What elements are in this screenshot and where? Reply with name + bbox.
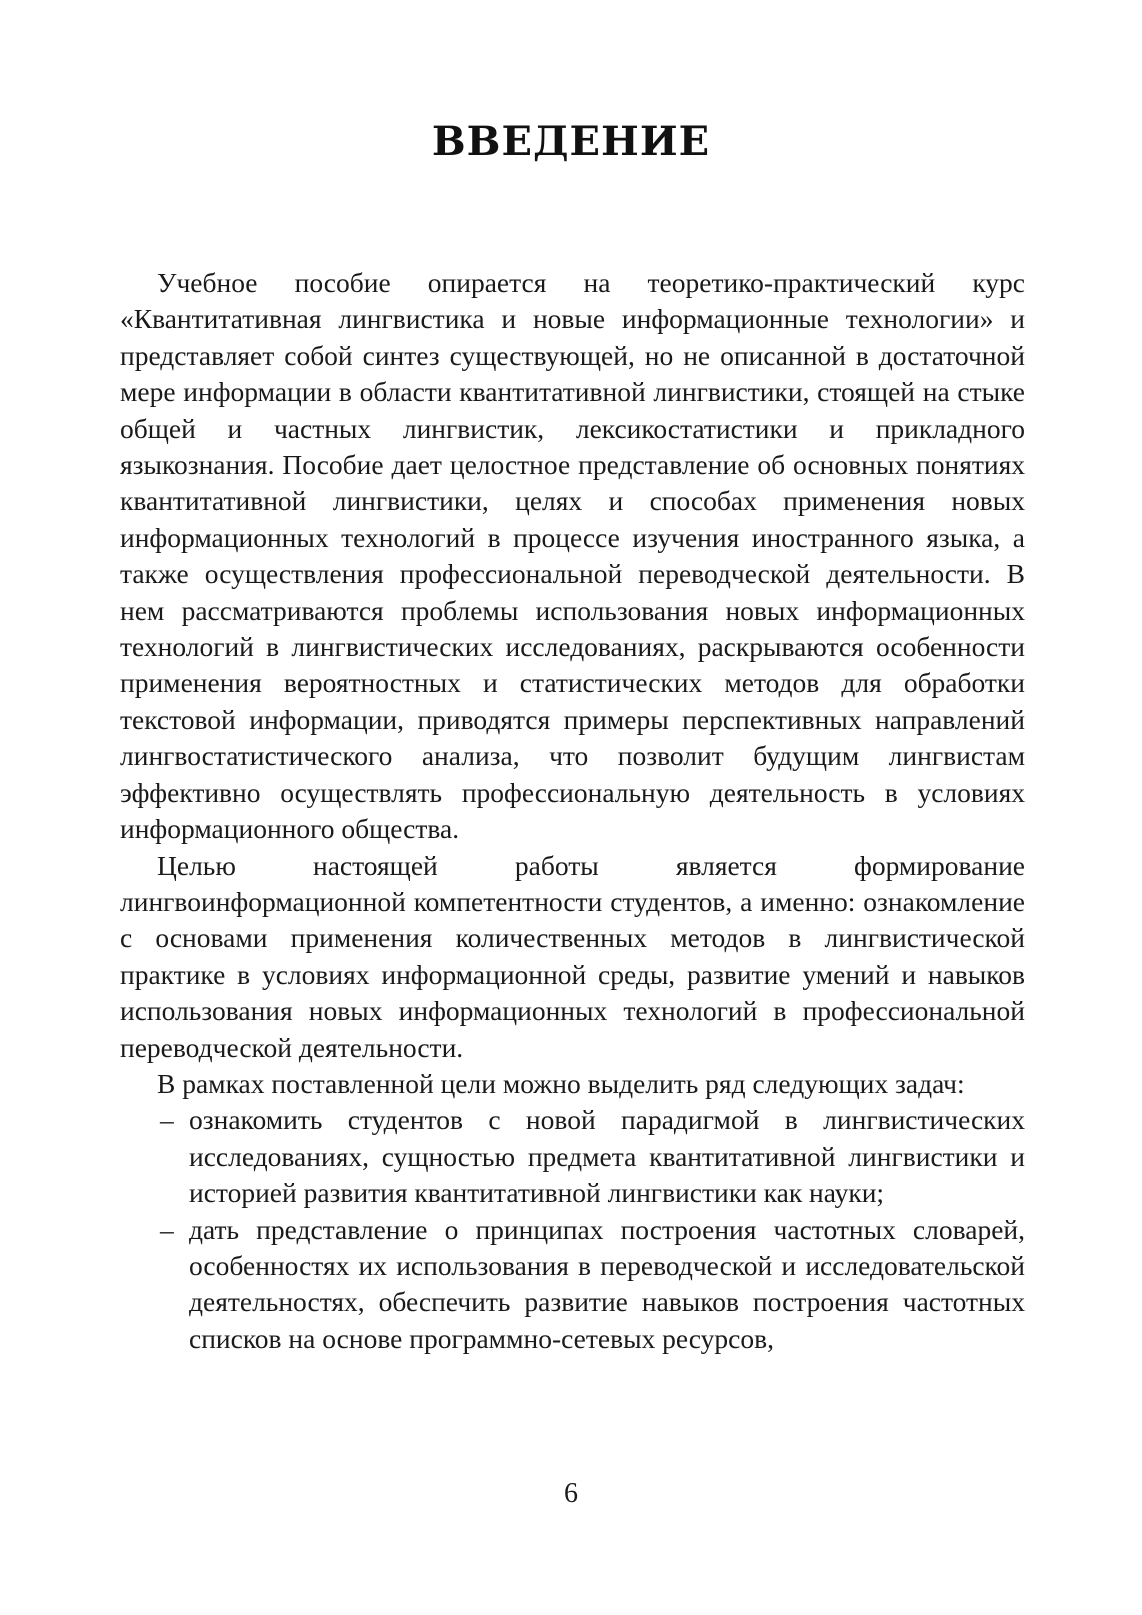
list-item — [120, 1102, 1025, 1211]
list-item-text: дать представление о принципах построения частотных словарей, особенностях их использования в переводческой и исследовательской деятельностях, обеспечить развитие навыков построения частотных списков на основе программно-сетевых ресурсов, — [189, 1213, 1025, 1354]
task-list — [120, 1102, 1025, 1357]
list-item — [120, 1212, 1025, 1358]
paragraph-tasks: В рамках поставленной цели можно выделить ряд следующих задач: — [157, 1067, 965, 1099]
page-number: 6 — [564, 1478, 578, 1509]
page-title: ВВЕДЕНИЕ — [431, 118, 711, 165]
paragraph-goal: Целью настоящей работы является формирование лингвоинформационной компетентности студентов, а именно: ознакомление с основами применения количественных методов в лингвистической практике в условиях информационной среды, развитие умений и навыков использования новых информационных технологий в профессиональной переводческой деятельности. — [120, 849, 1025, 1063]
dash-marker: – — [160, 1104, 174, 1136]
body-text — [120, 265, 1025, 1357]
paragraph-intro: Учебное пособие опирается на теоретико-практический курс «Квантитативная лингвистика и новые информационные технологии» и представляет собой синтез существующей, но не описанной в достаточной мере информации в области квантитативной лингвистики, стоящей на стыке общей и частных лингвистик, лексикостатистики и прикладного языкознания. Пособие дает целостное представление об основных понятиях квантитативной лингвистики, целях и способах применения новых информационных технологий в процессе изучения иностранного языка, а также осуществления профессиональной переводческой деятельности. В нем рассматриваются проблемы использования новых информационных технологий в лингвистических исследованиях, раскрываются особенности применения вероятностных и статистических методов для обработки текстовой информации, приводятся примеры перспективных направлений лингвостатистического анализа, что позволит будущим лингвистам эффективно осуществлять профессиональную деятельность в условиях информационного общества. — [120, 267, 1025, 845]
list-item-text: ознакомить студентов с новой парадигмой в лингвистических исследованиях, сущностью предмета квантитативной лингвистики и историей развития квантитативной лингвистики как науки; — [189, 1104, 1025, 1209]
dash-marker: – — [160, 1213, 174, 1245]
